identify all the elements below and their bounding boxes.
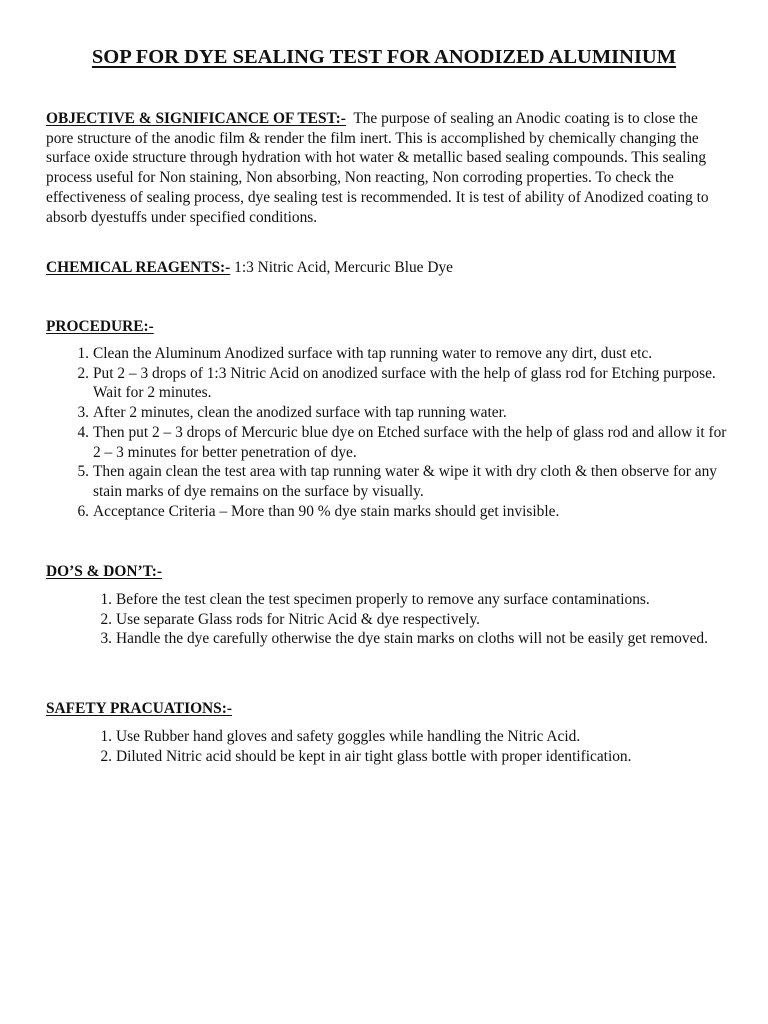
list-item-number: 6.: [77, 502, 89, 520]
list-item-number: 3.: [100, 630, 112, 648]
list-item-number: 2.: [100, 610, 112, 628]
dos-donts-list: [100, 590, 716, 649]
dos-donts-heading: DO’S & DON’T:-: [46, 563, 162, 580]
list-item-number: 1.: [100, 728, 112, 745]
list-item: [100, 747, 716, 767]
list-item: [77, 502, 733, 522]
list-item: [100, 590, 716, 610]
list-item-text: Then put 2 – 3 drops of Mercuric blue dye on Etched surface with the help of glass rod and allow it for 2 – 3 minutes for better penetration of dye.: [93, 423, 727, 461]
objective-text: The purpose of sealing an Anodic coating is to close the pore structure of the anodic film & render the film inert. This is accomplished by chemically changing the surface oxide structure through hydration with hot water & metallic based sealing compounds. This sealing process useful for Non staining, Non absorbing, Non reacting, Non corroding properties. To check the effectiveness of sealing process, dye sealing test is recommended. It is test of ability of Anodized coating to absorb dyestuffs under specified conditions.: [46, 110, 709, 226]
list-item-text: Then again clean the test area with tap running water & wipe it with dry cloth & then observe for any stain marks of dye remains on the surface by visually.: [93, 463, 717, 500]
list-item-text: Use Rubber hand gloves and safety goggles while handling the Nitric Acid.: [116, 728, 581, 745]
list-item: [77, 364, 733, 403]
document-title: SOP FOR DYE SEALING TEST FOR ANODIZED ALUMINIUM: [91, 46, 677, 68]
list-item: [100, 610, 716, 630]
list-item-number: 2.: [100, 747, 112, 765]
objective-heading: OBJECTIVE & SIGNIFICANCE OF TEST:-: [46, 110, 346, 127]
procedure-heading: PROCEDURE:-: [46, 318, 154, 335]
list-item-number: 3.: [77, 404, 89, 422]
list-item-text: Put 2 – 3 drops of 1:3 Nitric Acid on anodized surface with the help of glass rod for Etching purpose. Wait for 2 minutes.: [93, 364, 716, 402]
list-item: [100, 629, 716, 649]
objective-paragraph: [46, 109, 726, 227]
procedure-list: [77, 344, 733, 521]
reagents-text: 1:3 Nitric Acid, Mercuric Blue Dye: [234, 259, 453, 276]
list-item-number: 2.: [77, 364, 89, 382]
reagents-heading: CHEMICAL REAGENTS:-: [46, 259, 231, 276]
list-item-text: Use separate Glass rods for Nitric Acid & dye respectively.: [116, 610, 480, 628]
list-item: [100, 727, 716, 747]
list-item-text: Clean the Aluminum Anodized surface with tap running water to remove any dirt, dust etc.: [93, 345, 653, 362]
list-item-number: 5.: [77, 463, 89, 481]
list-item-text: Diluted Nitric acid should be kept in air tight glass bottle with proper identification.: [116, 747, 632, 765]
list-item-text: Before the test clean the test specimen properly to remove any surface contaminations.: [116, 591, 650, 608]
safety-heading: SAFETY PRACUATIONS:-: [46, 700, 232, 717]
list-item: [77, 423, 733, 462]
list-item-text: After 2 minutes, clean the anodized surface with tap running water.: [93, 404, 507, 422]
list-item-text: Acceptance Criteria – More than 90 % dye stain marks should get invisible.: [93, 502, 560, 520]
safety-list: [100, 727, 716, 766]
list-item: [77, 344, 733, 364]
list-item: [77, 403, 733, 423]
list-item-number: 1.: [100, 591, 112, 608]
list-item-number: 4.: [77, 423, 89, 441]
list-item: [77, 462, 733, 501]
list-item-text: Handle the dye carefully otherwise the dye stain marks on cloths will not be easily get removed.: [116, 630, 708, 648]
reagents-paragraph: [46, 258, 726, 278]
list-item-number: 1.: [77, 345, 89, 362]
